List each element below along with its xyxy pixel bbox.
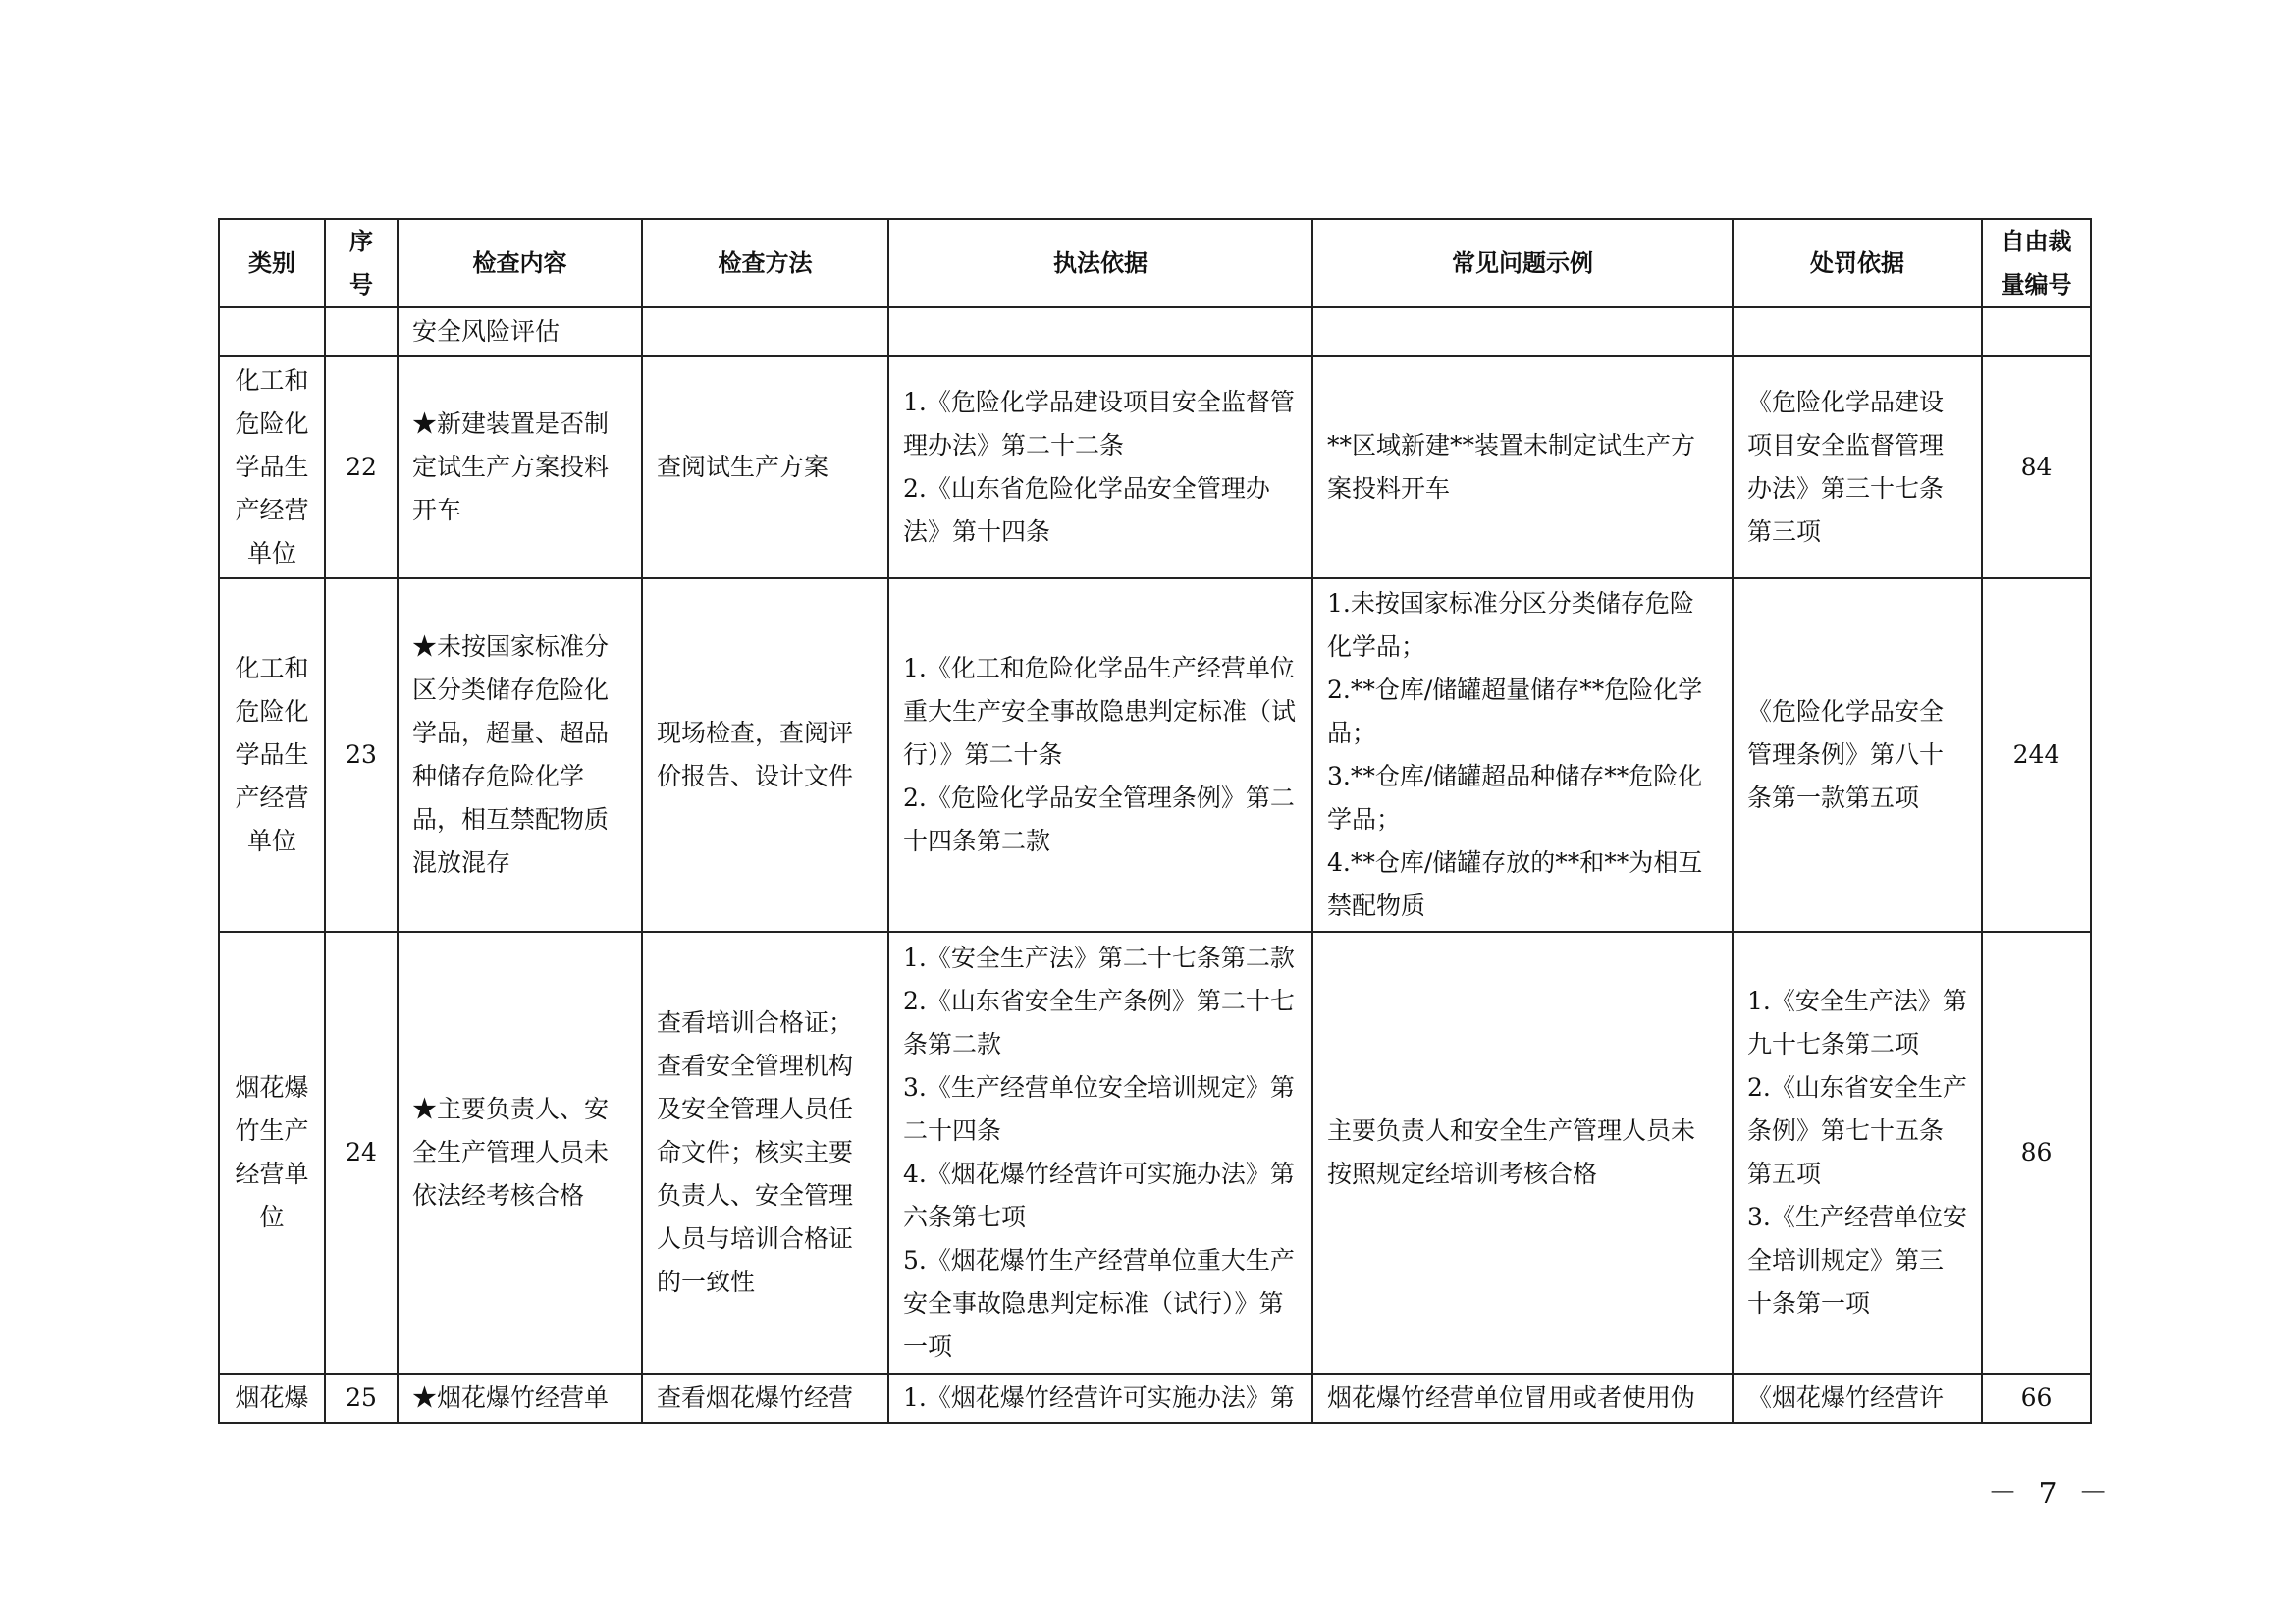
- cell-basis-line: 5.《烟花爆竹生产经营单位重大生产安全事故隐患判定标准（试行）》第一项: [903, 1246, 1295, 1361]
- cell-basis-line: 1.《危险化学品建设项目安全监督管理办法》第二十二条: [903, 388, 1295, 460]
- cell-code: 86: [1982, 932, 2091, 1374]
- cell-category: 化工和危险化学品生产经营单位: [219, 356, 325, 578]
- cell-category: [219, 307, 325, 356]
- cell-basis: [888, 578, 1312, 932]
- cell-basis: [888, 932, 1312, 1374]
- cell-penalty-line: 2.《山东省安全生产条例》第七十五条第五项: [1747, 1073, 1967, 1188]
- cell-penalty-line: 3.《生产经营单位安全培训规定》第三十条第一项: [1747, 1203, 1967, 1318]
- cell-penalty: [1733, 356, 1982, 578]
- header-code: 自由裁 量编号: [1982, 219, 2091, 307]
- header-category: 类别: [219, 219, 325, 307]
- cell-code: 244: [1982, 578, 2091, 932]
- cell-basis: [888, 356, 1312, 578]
- cell-code: 84: [1982, 356, 2091, 578]
- cell-basis: [888, 307, 1312, 356]
- header-penalty: 处罚依据: [1733, 219, 1982, 307]
- cell-basis-line: 3.《生产经营单位安全培训规定》第二十四条: [903, 1073, 1295, 1145]
- cell-examples: [1312, 356, 1733, 578]
- cell-method: [642, 307, 888, 356]
- header-content: 检查内容: [398, 219, 642, 307]
- table-body: [219, 307, 2091, 1423]
- cell-content: ★新建装置是否制定试生产方案投料开车: [398, 356, 642, 578]
- header-method: 检查方法: [642, 219, 888, 307]
- cell-basis-line: 2.《山东省危险化学品安全管理办法》第十四条: [903, 474, 1270, 546]
- cell-penalty: [1733, 307, 1982, 356]
- cell-examples: [1312, 932, 1733, 1374]
- cell-no: 25: [325, 1374, 398, 1423]
- cell-examples-line: 2.**仓库/储罐超量储存**危险化学品；: [1327, 676, 1703, 747]
- table-row: [219, 356, 2091, 578]
- cell-no: 22: [325, 356, 398, 578]
- cell-method: 查看烟花爆竹经营: [642, 1374, 888, 1423]
- header-basis: 执法依据: [888, 219, 1312, 307]
- cell-category: 化工和危险化学品生产经营单位: [219, 578, 325, 932]
- cell-basis-line: 1.《安全生产法》第二十七条第二款: [903, 944, 1295, 972]
- cell-penalty-line: 1.《安全生产法》第九十七条第二项: [1747, 987, 1967, 1058]
- cell-examples-line: 3.**仓库/储罐超品种储存**危险化学品；: [1327, 762, 1703, 834]
- table-row: [219, 578, 2091, 932]
- cell-basis-line: 4.《烟花爆竹经营许可实施办法》第六条第七项: [903, 1160, 1295, 1231]
- cell-penalty: [1733, 1374, 1982, 1423]
- cell-examples-line: 4.**仓库/储罐存放的**和**为相互禁配物质: [1327, 848, 1703, 920]
- cell-method: 查看培训合格证；查看安全管理机构及安全管理人员任命文件；核实主要负责人、安全管理人员与培训合格证的一致性: [642, 932, 888, 1374]
- cell-content: ★烟花爆竹经营单: [398, 1374, 642, 1423]
- inspection-table: [218, 218, 2092, 1424]
- cell-examples: [1312, 307, 1733, 356]
- cell-code: 66: [1982, 1374, 2091, 1423]
- page-number: － 7 －: [1988, 1477, 2114, 1511]
- cell-category: 烟花爆: [219, 1374, 325, 1423]
- cell-basis-line: 2.《危险化学品安全管理条例》第二十四条第二款: [903, 784, 1295, 855]
- cell-no: 23: [325, 578, 398, 932]
- cell-no: 24: [325, 932, 398, 1374]
- cell-basis-line: 1.《烟花爆竹经营许可实施办法》第: [903, 1383, 1295, 1412]
- header-examples: 常见问题示例: [1312, 219, 1733, 307]
- cell-basis-line: 2.《山东省安全生产条例》第二十七条第二款: [903, 987, 1295, 1058]
- cell-penalty-line: 《危险化学品建设项目安全监督管理办法》第三十七条第三项: [1747, 388, 1945, 546]
- cell-content: ★主要负责人、安全生产管理人员未依法经考核合格: [398, 932, 642, 1374]
- cell-penalty-line: 《烟花爆竹经营许: [1747, 1383, 1945, 1412]
- cell-penalty-line: 《危险化学品安全管理条例》第八十条第一款第五项: [1747, 697, 1945, 812]
- cell-examples: [1312, 578, 1733, 932]
- cell-code: [1982, 307, 2091, 356]
- table-row: [219, 307, 2091, 356]
- table-row: [219, 1374, 2091, 1423]
- cell-method: 查阅试生产方案: [642, 356, 888, 578]
- header-no: 序 号: [325, 219, 398, 307]
- cell-content: ★未按国家标准分区分类储存危险化学品，超量、超品种储存危险化学品，相互禁配物质混放混存: [398, 578, 642, 932]
- cell-penalty: [1733, 578, 1982, 932]
- cell-category: 烟花爆竹生产经营单位: [219, 932, 325, 1374]
- cell-examples-line: **区域新建**装置未制定试生产方案投料开车: [1327, 431, 1696, 503]
- cell-examples-line: 1.未按国家标准分区分类储存危险化学品；: [1327, 589, 1694, 661]
- cell-examples-line: 主要负责人和安全生产管理人员未按照规定经培训考核合格: [1327, 1116, 1696, 1188]
- table-header-row: [219, 219, 2091, 307]
- table-row: [219, 932, 2091, 1374]
- cell-basis-line: 1.《化工和危险化学品生产经营单位重大生产安全事故隐患判定标准（试行）》第二十条: [903, 654, 1297, 769]
- cell-examples: [1312, 1374, 1733, 1423]
- cell-no: [325, 307, 398, 356]
- cell-content: 安全风险评估: [398, 307, 642, 356]
- cell-basis: [888, 1374, 1312, 1423]
- cell-method: 现场检查，查阅评价报告、设计文件: [642, 578, 888, 932]
- cell-penalty: [1733, 932, 1982, 1374]
- cell-examples-line: 烟花爆竹经营单位冒用或者使用伪: [1327, 1383, 1696, 1412]
